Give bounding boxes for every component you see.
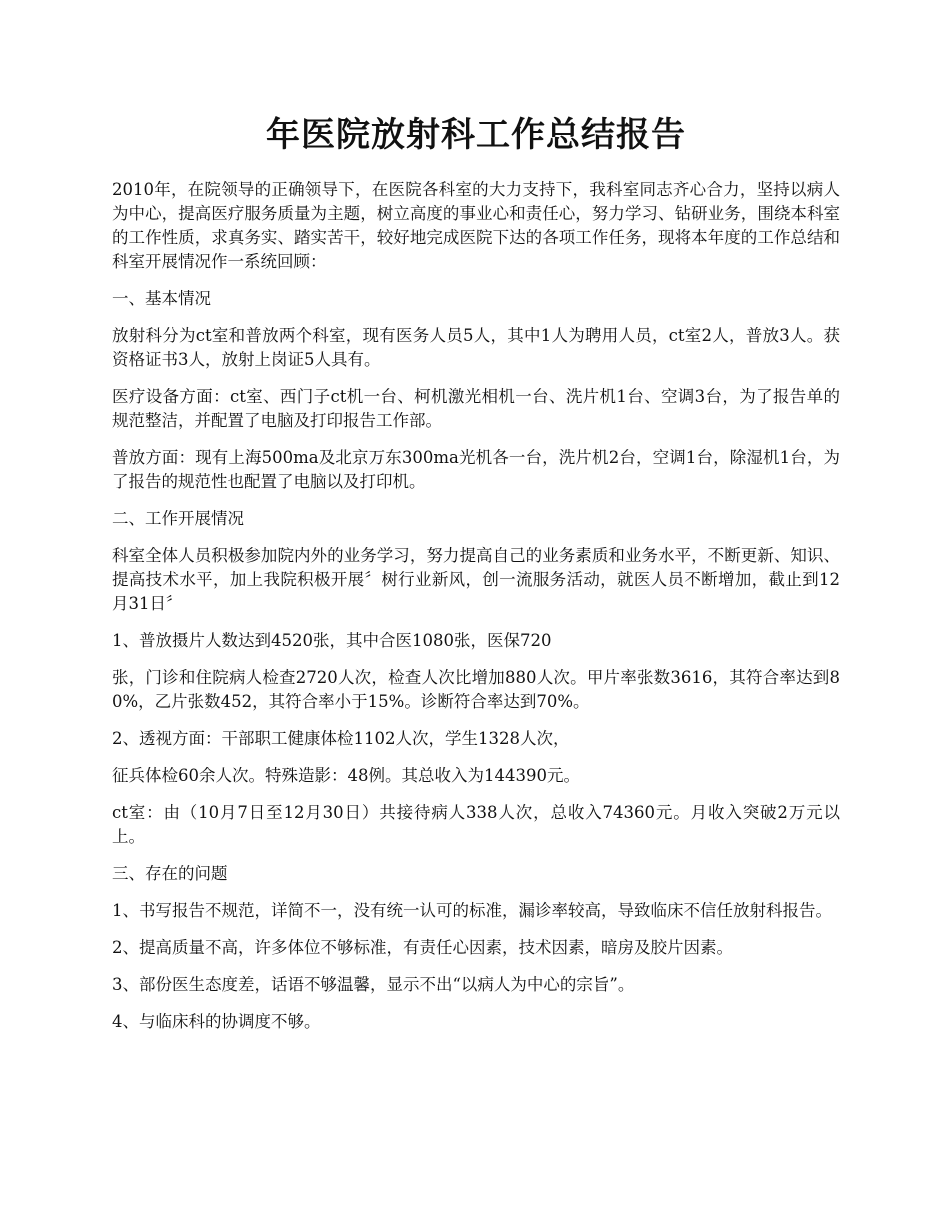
problem-item-4: 4、与临床科的协调度不够。: [112, 1012, 321, 1031]
staff-paragraph: 放射科分为ct室和普放两个科室，现有医务人员5人，其中1人为聘用人员，ct室2人，普放3人。获资格证书3人，放射上岗证5人具有。: [112, 326, 840, 369]
problem-item-2: 2、提高质量不高，许多体位不够标准，有责任心因素，技术因素，暗房及胶片因素。: [112, 938, 733, 957]
document-page: [112, 108, 840, 1047]
document-title: 年医院放射科工作总结报告: [266, 115, 686, 155]
radiography-stats-continued-paragraph: 张，门诊和住院病人检查2720人次，检查人次比增加880人次。甲片率张数3616，其符合率达到80%，乙片张数452，其符合率小于15%。诊断符合率达到70%。: [112, 668, 840, 711]
general-radiography-paragraph: 普放方面：现有上海500ma及北京万东300ma光机各一台，洗片机2台，空调1台，除湿机1台，为了报告的规范性也配置了电脑以及打印机。: [112, 448, 840, 491]
fluoroscopy-continued-paragraph: 征兵体检60余人次。特殊造影：48例。其总收入为144390元。: [112, 766, 580, 785]
fluoroscopy-paragraph: 2、透视方面：干部职工健康体检1102人次，学生1328人次，: [112, 729, 570, 748]
equipment-paragraph: 医疗设备方面：ct室、西门子ct机一台、柯机激光相机一台、洗片机1台、空调3台，为了报告单的规范整洁，并配置了电脑及打印报告工作部。: [112, 387, 840, 430]
training-paragraph: 科室全体人员积极参加院内外的业务学习，努力提高自己的业务素质和业务水平，不断更新、知识、提高技术水平，加上我院积极开展〞树行业新风，创一流服务活动，就医人员不断增加，截止到12月31日〞: [112, 546, 840, 613]
section-heading-work-progress: 二、工作开展情况: [112, 509, 244, 528]
intro-paragraph: 2010年，在院领导的正确领导下，在医院各科室的大力支持下，我科室同志齐心合力，坚持以病人为中心，提高医疗服务质量为主题，树立高度的事业心和责任心，努力学习、钻研业务，围绕本科室的工作性质，求真务实、踏实苦干，较好地完成医院下达的各项工作任务，现将本年度的工作总结和科室开展情况作一系统回顾：: [112, 180, 840, 271]
problem-item-3: 3、部份医生态度差，话语不够温馨，显示不出“以病人为中心的宗旨”。: [112, 975, 635, 994]
section-heading-problems: 三、存在的问题: [112, 864, 228, 883]
section-heading-basic-situation: 一、基本情况: [112, 289, 211, 308]
ct-room-paragraph: ct室：由（10月7日至12月30日）共接待病人338人次，总收入74360元。月收入突破2万元以上。: [112, 803, 840, 846]
radiography-stats-paragraph: 1、普放摄片人数达到4520张，其中合医1080张，医保720: [112, 631, 552, 650]
problem-item-1: 1、书写报告不规范，详简不一，没有统一认可的标准，漏诊率较高，导致临床不信任放射科报告。: [112, 901, 832, 920]
